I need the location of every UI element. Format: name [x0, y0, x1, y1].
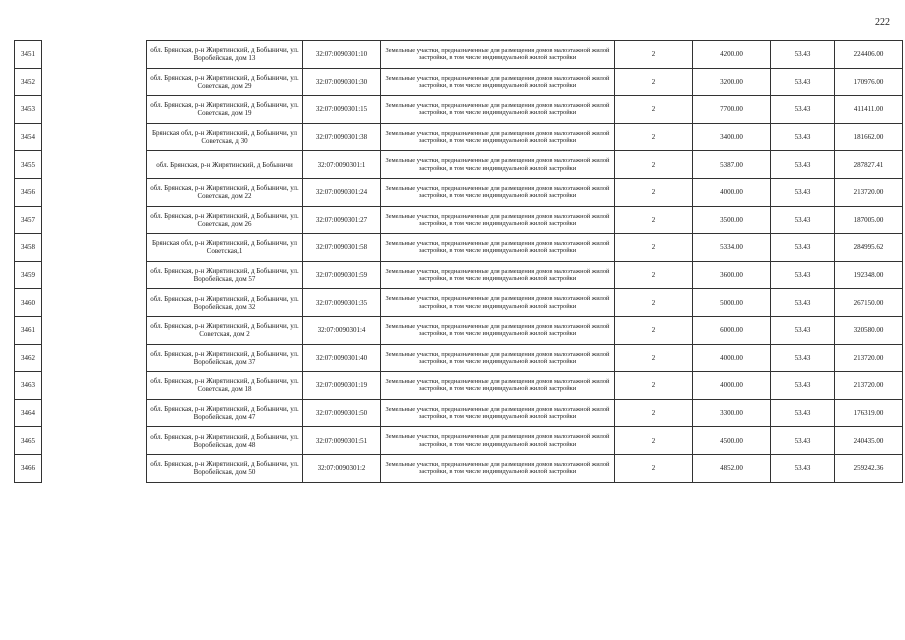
land-use-cell: Земельные участки, предназначенные для размещения домов малоэтажной жилой застройки, в том числе индивидуальной жилой застройки — [381, 261, 615, 289]
rate-cell: 53.43 — [771, 289, 835, 317]
land-use-cell: Земельные участки, предназначенные для размещения домов малоэтажной жилой застройки, в том числе индивидуальной жилой застройки — [381, 427, 615, 455]
cadastral-number-cell: 32:07:0090301:51 — [303, 427, 381, 455]
group-code-cell: 2 — [615, 206, 693, 234]
column-gap — [42, 206, 147, 234]
group-code-cell: 2 — [615, 151, 693, 179]
cadastral-number-cell: 32:07:0090301:19 — [303, 372, 381, 400]
record-number-cell: 3461 — [15, 316, 42, 344]
cadastral-number-cell: 32:07:0090301:4 — [303, 316, 381, 344]
cadastral-number-cell: 32:07:0090301:2 — [303, 454, 381, 482]
column-gap — [42, 454, 147, 482]
address-cell: обл. Брянская, р-н Жирятинский, д Бобыничи, ул. Советская, дом 18 — [147, 372, 303, 400]
record-number-cell: 3465 — [15, 427, 42, 455]
table-row — [15, 372, 903, 400]
rate-cell: 53.43 — [771, 41, 835, 69]
table-row — [15, 234, 903, 262]
land-use-cell: Земельные участки, предназначенные для размещения домов малоэтажной жилой застройки, в том числе индивидуальной жилой застройки — [381, 123, 615, 151]
table-row — [15, 344, 903, 372]
record-number-cell: 3459 — [15, 261, 42, 289]
group-code-cell: 2 — [615, 344, 693, 372]
area-cell: 4000.00 — [693, 372, 771, 400]
cadastral-value-cell: 224406.00 — [835, 41, 903, 69]
cadastral-number-cell: 32:07:0090301:50 — [303, 399, 381, 427]
group-code-cell: 2 — [615, 372, 693, 400]
group-code-cell: 2 — [615, 316, 693, 344]
area-cell: 3600.00 — [693, 261, 771, 289]
area-cell: 3400.00 — [693, 123, 771, 151]
table-row — [15, 399, 903, 427]
cadastral-value-cell: 192348.00 — [835, 261, 903, 289]
area-cell: 5000.00 — [693, 289, 771, 317]
cadastral-number-cell: 32:07:0090301:24 — [303, 178, 381, 206]
cadastral-value-cell: 287827.41 — [835, 151, 903, 179]
address-cell: обл. Брянская, р-н Жирятинский, д Бобыничи, ул. Воробейская, дом 48 — [147, 427, 303, 455]
group-code-cell: 2 — [615, 289, 693, 317]
record-number-cell: 3455 — [15, 151, 42, 179]
column-gap — [42, 178, 147, 206]
rate-cell: 53.43 — [771, 261, 835, 289]
column-gap — [42, 123, 147, 151]
column-gap — [42, 316, 147, 344]
record-number-cell: 3452 — [15, 68, 42, 96]
table-row — [15, 316, 903, 344]
record-number-cell: 3451 — [15, 41, 42, 69]
table-row — [15, 68, 903, 96]
group-code-cell: 2 — [615, 123, 693, 151]
area-cell: 3300.00 — [693, 399, 771, 427]
group-code-cell: 2 — [615, 234, 693, 262]
rate-cell: 53.43 — [771, 372, 835, 400]
rate-cell: 53.43 — [771, 68, 835, 96]
table-row — [15, 289, 903, 317]
land-use-cell: Земельные участки, предназначенные для размещения домов малоэтажной жилой застройки, в том числе индивидуальной жилой застройки — [381, 178, 615, 206]
cadastral-number-cell: 32:07:0090301:27 — [303, 206, 381, 234]
records-sheet — [14, 40, 903, 483]
cadastral-number-cell: 32:07:0090301:40 — [303, 344, 381, 372]
cadastral-number-cell: 32:07:0090301:10 — [303, 41, 381, 69]
land-use-cell: Земельные участки, предназначенные для размещения домов малоэтажной жилой застройки, в том числе индивидуальной жилой застройки — [381, 151, 615, 179]
group-code-cell: 2 — [615, 68, 693, 96]
cadastral-value-cell: 213720.00 — [835, 372, 903, 400]
group-code-cell: 2 — [615, 427, 693, 455]
cadastral-number-cell: 32:07:0090301:59 — [303, 261, 381, 289]
land-use-cell: Земельные участки, предназначенные для размещения домов малоэтажной жилой застройки, в том числе индивидуальной жилой застройки — [381, 206, 615, 234]
record-number-cell: 3462 — [15, 344, 42, 372]
page-number: 222 — [875, 17, 890, 28]
cadastral-value-cell: 411411.00 — [835, 96, 903, 124]
cadastral-value-cell: 240435.00 — [835, 427, 903, 455]
land-use-cell: Земельные участки, предназначенные для размещения домов малоэтажной жилой застройки, в том числе индивидуальной жилой застройки — [381, 316, 615, 344]
land-use-cell: Земельные участки, предназначенные для размещения домов малоэтажной жилой застройки, в том числе индивидуальной жилой застройки — [381, 399, 615, 427]
cadastral-number-cell: 32:07:0090301:35 — [303, 289, 381, 317]
cadastral-number-cell: 32:07:0090301:15 — [303, 96, 381, 124]
column-gap — [42, 261, 147, 289]
area-cell: 4852.00 — [693, 454, 771, 482]
column-gap — [42, 344, 147, 372]
record-number-cell: 3456 — [15, 178, 42, 206]
group-code-cell: 2 — [615, 454, 693, 482]
record-number-cell: 3453 — [15, 96, 42, 124]
area-cell: 4000.00 — [693, 178, 771, 206]
table-row — [15, 151, 903, 179]
cadastral-value-cell: 170976.00 — [835, 68, 903, 96]
land-use-cell: Земельные участки, предназначенные для размещения домов малоэтажной жилой застройки, в том числе индивидуальной жилой застройки — [381, 41, 615, 69]
address-cell: обл. Брянская, р-н Жирятинский, д Бобыничи, ул. Советская, дом 19 — [147, 96, 303, 124]
table-row — [15, 96, 903, 124]
cadastral-value-cell: 187005.00 — [835, 206, 903, 234]
group-code-cell: 2 — [615, 261, 693, 289]
land-use-cell: Земельные участки, предназначенные для размещения домов малоэтажной жилой застройки, в том числе индивидуальной жилой застройки — [381, 344, 615, 372]
rate-cell: 53.43 — [771, 427, 835, 455]
table-row — [15, 261, 903, 289]
rate-cell: 53.43 — [771, 96, 835, 124]
rate-cell: 53.43 — [771, 316, 835, 344]
land-use-cell: Земельные участки, предназначенные для размещения домов малоэтажной жилой застройки, в том числе индивидуальной жилой застройки — [381, 454, 615, 482]
column-gap — [42, 289, 147, 317]
rate-cell: 53.43 — [771, 151, 835, 179]
address-cell: обл. Брянская, р-н Жирятинский, д Бобыничи, ул. Воробейская, дом 32 — [147, 289, 303, 317]
rate-cell: 53.43 — [771, 399, 835, 427]
table-row — [15, 454, 903, 482]
area-cell: 3500.00 — [693, 206, 771, 234]
land-use-cell: Земельные участки, предназначенные для размещения домов малоэтажной жилой застройки, в том числе индивидуальной жилой застройки — [381, 372, 615, 400]
land-use-cell: Земельные участки, предназначенные для размещения домов малоэтажной жилой застройки, в том числе индивидуальной жилой застройки — [381, 96, 615, 124]
table-row — [15, 178, 903, 206]
rate-cell: 53.43 — [771, 178, 835, 206]
area-cell: 7700.00 — [693, 96, 771, 124]
records-body — [15, 41, 903, 483]
cadastral-number-cell: 32:07:0090301:38 — [303, 123, 381, 151]
record-number-cell: 3466 — [15, 454, 42, 482]
area-cell: 6000.00 — [693, 316, 771, 344]
group-code-cell: 2 — [615, 41, 693, 69]
record-number-cell: 3458 — [15, 234, 42, 262]
rate-cell: 53.43 — [771, 344, 835, 372]
cadastral-value-cell: 320580.00 — [835, 316, 903, 344]
cadastral-value-cell: 181662.00 — [835, 123, 903, 151]
address-cell: обл. Брянская, р-н Жирятинский, д Бобыничи, ул. Советская, дом 22 — [147, 178, 303, 206]
column-gap — [42, 96, 147, 124]
area-cell: 5334.00 — [693, 234, 771, 262]
address-cell: обл. Брянская, р-н Жирятинский, д Бобыничи, ул. Воробейская, дом 50 — [147, 454, 303, 482]
table-row — [15, 41, 903, 69]
address-cell: обл. Брянская, р-н Жирятинский, д Бобыничи, ул. Воробейская, дом 13 — [147, 41, 303, 69]
column-gap — [42, 372, 147, 400]
land-use-cell: Земельные участки, предназначенные для размещения домов малоэтажной жилой застройки, в том числе индивидуальной жилой застройки — [381, 289, 615, 317]
column-gap — [42, 41, 147, 69]
address-cell: обл. Брянская, р-н Жирятинский, д Бобыничи, ул. Советская, дом 26 — [147, 206, 303, 234]
cadastral-value-cell: 176319.00 — [835, 399, 903, 427]
records-table — [14, 40, 903, 483]
group-code-cell: 2 — [615, 178, 693, 206]
cadastral-value-cell: 267150.00 — [835, 289, 903, 317]
address-cell: обл. Брянская, р-н Жирятинский, д Бобыничи — [147, 151, 303, 179]
address-cell: обл. Брянская, р-н Жирятинский, д Бобыничи, ул. Воробейская, дом 57 — [147, 261, 303, 289]
cadastral-value-cell: 259242.36 — [835, 454, 903, 482]
cadastral-number-cell: 32:07:0090301:1 — [303, 151, 381, 179]
area-cell: 5387.00 — [693, 151, 771, 179]
column-gap — [42, 427, 147, 455]
column-gap — [42, 234, 147, 262]
column-gap — [42, 399, 147, 427]
cadastral-number-cell: 32:07:0090301:58 — [303, 234, 381, 262]
column-gap — [42, 68, 147, 96]
address-cell: обл. Брянская, р-н Жирятинский, д Бобыничи, ул. Воробейская, дом 37 — [147, 344, 303, 372]
cadastral-number-cell: 32:07:0090301:30 — [303, 68, 381, 96]
record-number-cell: 3464 — [15, 399, 42, 427]
land-use-cell: Земельные участки, предназначенные для размещения домов малоэтажной жилой застройки, в том числе индивидуальной жилой застройки — [381, 68, 615, 96]
group-code-cell: 2 — [615, 399, 693, 427]
cadastral-value-cell: 213720.00 — [835, 178, 903, 206]
address-cell: обл. Брянская, р-н Жирятинский, д Бобыничи, ул. Советская, дом 29 — [147, 68, 303, 96]
area-cell: 4200.00 — [693, 41, 771, 69]
record-number-cell: 3460 — [15, 289, 42, 317]
address-cell: обл. Брянская, р-н Жирятинский, д Бобыничи, ул. Воробейская, дом 47 — [147, 399, 303, 427]
area-cell: 3200.00 — [693, 68, 771, 96]
record-number-cell: 3463 — [15, 372, 42, 400]
address-cell: обл. Брянская, р-н Жирятинский, д Бобыничи, ул. Советская, дом 2 — [147, 316, 303, 344]
address-cell: Брянская обл, р-н Жирятинский, д Бобыничи, ул Советская,1 — [147, 234, 303, 262]
table-row — [15, 427, 903, 455]
cadastral-value-cell: 284995.62 — [835, 234, 903, 262]
rate-cell: 53.43 — [771, 234, 835, 262]
address-cell: Брянская обл, р-н Жирятинский, д Бобыничи, ул Советская, д 30 — [147, 123, 303, 151]
group-code-cell: 2 — [615, 96, 693, 124]
land-use-cell: Земельные участки, предназначенные для размещения домов малоэтажной жилой застройки, в том числе индивидуальной жилой застройки — [381, 234, 615, 262]
cadastral-value-cell: 213720.00 — [835, 344, 903, 372]
area-cell: 4500.00 — [693, 427, 771, 455]
column-gap — [42, 151, 147, 179]
record-number-cell: 3457 — [15, 206, 42, 234]
table-row — [15, 123, 903, 151]
table-row — [15, 206, 903, 234]
record-number-cell: 3454 — [15, 123, 42, 151]
rate-cell: 53.43 — [771, 206, 835, 234]
area-cell: 4000.00 — [693, 344, 771, 372]
rate-cell: 53.43 — [771, 454, 835, 482]
rate-cell: 53.43 — [771, 123, 835, 151]
